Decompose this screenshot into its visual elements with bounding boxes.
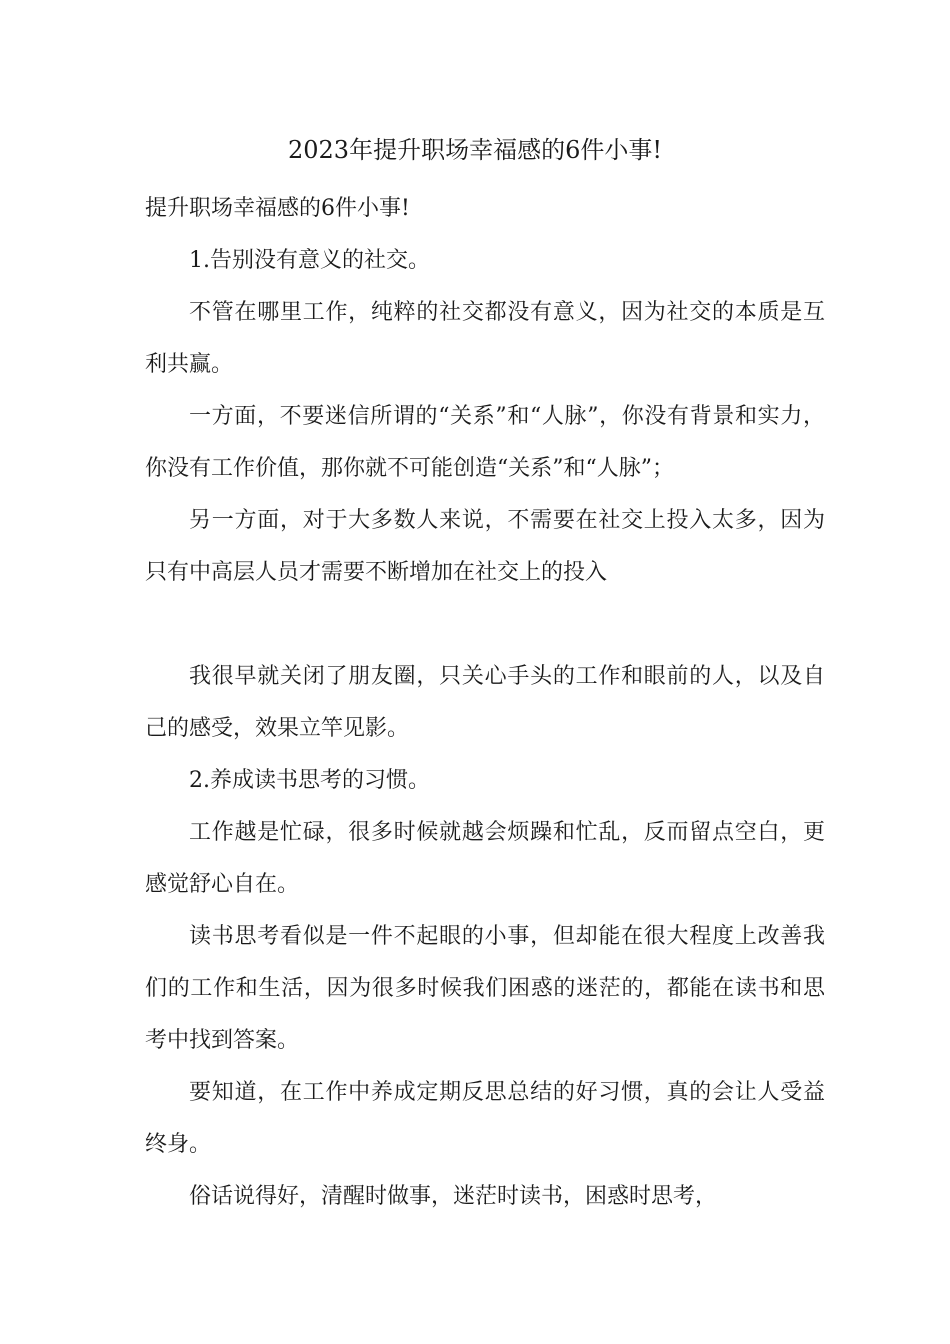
- body-paragraph: 工作越是忙碌，很多时候就越会烦躁和忙乱，反而留点空白，更感觉舒心自在。: [145, 820, 825, 897]
- body-paragraph: 俗话说得好，清醒时做事，迷茫时读书，困惑时思考，: [189, 1184, 718, 1209]
- document-body: [145, 183, 825, 1223]
- body-paragraph: 我很早就关闭了朋友圈，只关心手头的工作和眼前的人，以及自己的感受，效果立竿见影。: [145, 664, 825, 741]
- subtitle-paragraph: 提升职场幸福感的6件小事!: [145, 196, 410, 221]
- blank-line: [145, 599, 825, 651]
- body-paragraph: 另一方面，对于大多数人来说，不需要在社交上投入太多，因为只有中高层人员才需要不断增加在社交上的投入: [145, 508, 825, 585]
- body-paragraph: 一方面，不要迷信所谓的“关系”和“人脉”，你没有背景和实力，你没有工作价值，那你就不可能创造“关系”和“人脉”；: [145, 404, 825, 481]
- document-title: 2023年提升职场幸福感的6件小事!: [288, 136, 662, 164]
- body-paragraph: 要知道，在工作中养成定期反思总结的好习惯，真的会让人受益终身。: [145, 1080, 825, 1157]
- section-heading-1: 1.告别没有意义的社交。: [189, 248, 430, 273]
- body-paragraph: 读书思考看似是一件不起眼的小事，但却能在很大程度上改善我们的工作和生活，因为很多时候我们困惑的迷茫的，都能在读书和思考中找到答案。: [145, 924, 825, 1053]
- body-paragraph: 不管在哪里工作，纯粹的社交都没有意义，因为社交的本质是互利共赢。: [145, 300, 825, 377]
- section-heading-2: 2.养成读书思考的习惯。: [189, 768, 430, 793]
